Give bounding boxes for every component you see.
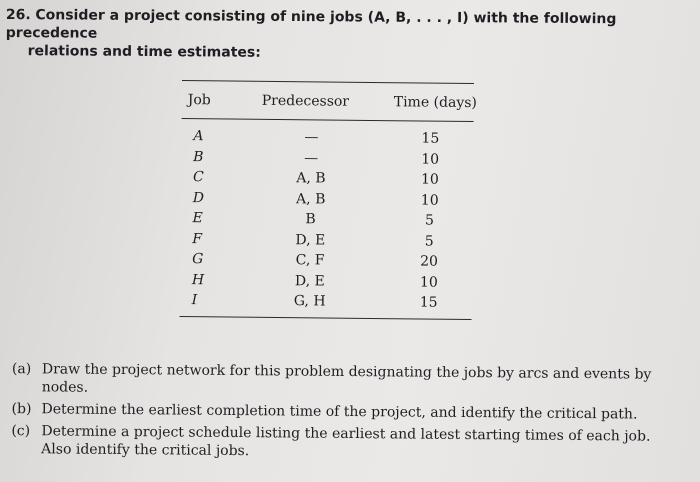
time-cell: 10 bbox=[419, 274, 438, 291]
problem-statement-line2: relations and time estimates: bbox=[27, 43, 261, 61]
header-time: Time (days) bbox=[393, 94, 478, 112]
time-cell: 10 bbox=[420, 192, 439, 209]
table-top-rule bbox=[182, 80, 474, 84]
predecessor-cell: A, B bbox=[296, 170, 326, 187]
table-body bbox=[180, 126, 478, 314]
time-cell: 10 bbox=[421, 151, 440, 168]
time-cell: 10 bbox=[420, 171, 439, 188]
problem-number: 26. bbox=[5, 6, 31, 24]
header-predecessor: Predecessor bbox=[261, 92, 350, 110]
job-cell: A bbox=[193, 128, 204, 145]
job-cell: H bbox=[191, 271, 205, 288]
question-text: Determine the earliest completion time of the project, and identify the critical path. bbox=[41, 401, 638, 423]
job-cell: B bbox=[193, 148, 204, 165]
time-cell: 15 bbox=[419, 294, 438, 311]
question-label: (b) bbox=[11, 401, 32, 418]
question-item bbox=[5, 422, 665, 464]
predecessor-cell: D, E bbox=[295, 231, 326, 249]
header-job: Job bbox=[187, 92, 211, 109]
question-item bbox=[6, 360, 666, 402]
predecessor-cell: A, B bbox=[296, 190, 326, 208]
predecessor-cell: — bbox=[304, 129, 319, 146]
predecessor-cell: D, E bbox=[294, 272, 325, 290]
job-cell: G bbox=[192, 251, 204, 268]
time-cell: 15 bbox=[421, 130, 440, 147]
table-bottom-rule bbox=[180, 316, 472, 320]
predecessor-cell: B bbox=[305, 211, 316, 228]
question-text: Determine a project schedule listing the earliest and latest starting times of each job. Also identify the critical jobs. bbox=[41, 423, 651, 460]
time-cell: 20 bbox=[420, 253, 439, 270]
predecessor-cell: — bbox=[304, 149, 319, 166]
job-cell: F bbox=[192, 230, 203, 247]
time-cell: 5 bbox=[424, 212, 435, 229]
question-list bbox=[5, 360, 666, 468]
question-item bbox=[5, 400, 665, 424]
job-cell: I bbox=[191, 292, 198, 309]
job-cell: C bbox=[192, 169, 204, 186]
time-cell: 5 bbox=[424, 233, 434, 250]
predecessor-cell: G, H bbox=[293, 293, 326, 310]
job-cell: E bbox=[192, 210, 203, 227]
predecessor-cell: C, F bbox=[295, 252, 325, 269]
question-label: (a) bbox=[11, 361, 32, 378]
job-cell: D bbox=[192, 189, 205, 206]
problem-header bbox=[6, 6, 666, 65]
table-header-rule bbox=[182, 118, 474, 122]
problem-statement-line1: Consider a project consisting of nine jobs (A, B, . . . , I) with the following precedence bbox=[5, 7, 617, 42]
question-text: Draw the project network for this problem designating the jobs by arcs and events by nodes. bbox=[41, 361, 652, 396]
table-row bbox=[180, 290, 476, 314]
precedence-table bbox=[179, 80, 478, 333]
question-label: (c) bbox=[11, 423, 31, 440]
